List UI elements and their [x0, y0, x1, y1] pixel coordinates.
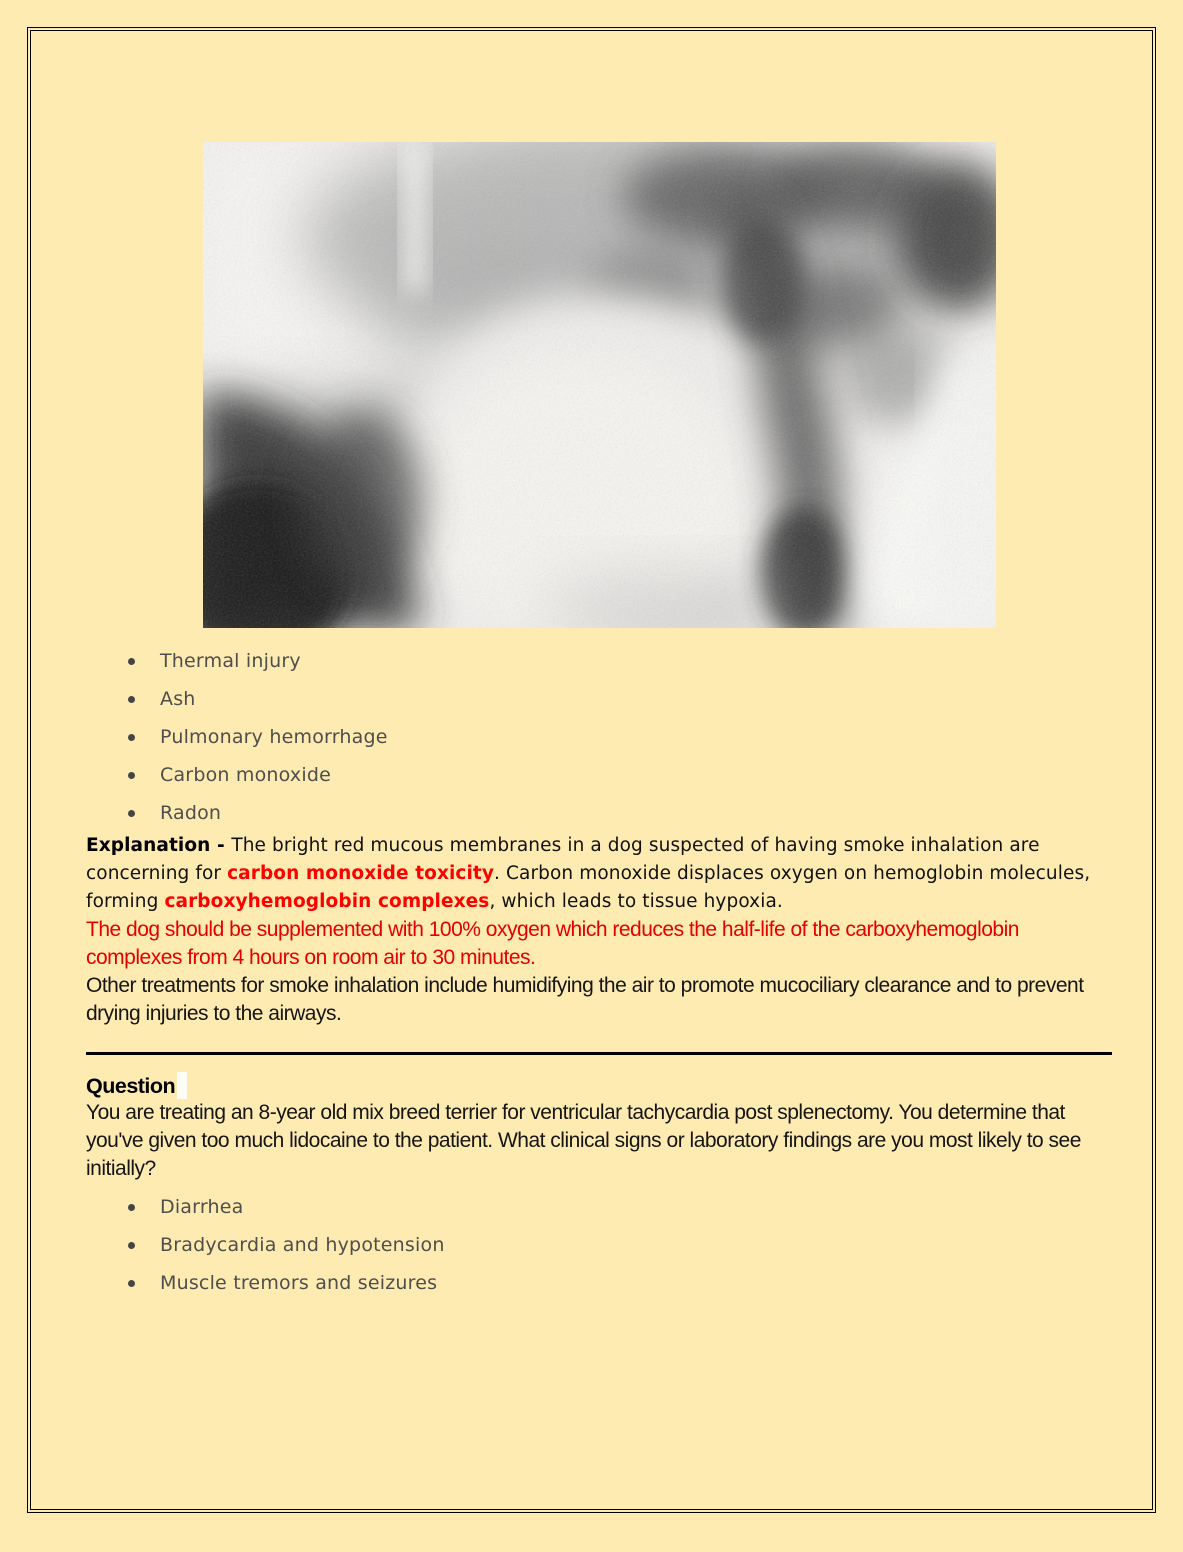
answer-option[interactable]: Radon — [86, 794, 1112, 832]
page-content — [31, 31, 1152, 1302]
explanation-text: . Carbon monoxide displaces oxygen on hemoglobin molecules, forming — [86, 863, 1091, 912]
explanation-label: Explanation - — [86, 835, 232, 856]
section-divider — [86, 1052, 1112, 1055]
question-heading — [86, 1072, 1112, 1099]
page-border-frame — [27, 27, 1156, 1513]
answer-option[interactable]: Bradycardia and hypotension — [86, 1226, 1112, 1264]
answer-option[interactable]: Muscle tremors and seizures — [86, 1264, 1112, 1302]
explanation-paragraph — [86, 832, 1112, 916]
highlight-carbon-monoxide-toxicity: carbon monoxide toxicity — [227, 863, 495, 884]
highlight-carboxyhemoglobin-complexes: carboxyhemoglobin complexes — [164, 891, 490, 912]
answer-option[interactable]: Thermal injury — [86, 642, 1112, 680]
question-text: You are treating an 8-year old mix breed terrier for ventricular tachycardia post splenectomy. You determine that you've given too much lidocaine to the patient. What clinical signs or laboratory findings are you most likely to see initially? — [86, 1101, 1081, 1180]
oxygen-supplement-note: The dog should be supplemented with 100% oxygen which reduces the half-life of the carboxyhemoglobin complexes from 4 hours on room air to 30 minutes. — [86, 918, 1019, 969]
current-answer-options — [86, 1188, 1112, 1302]
previous-answer-options — [86, 642, 1112, 832]
other-treatments-paragraph: Other treatments for smoke inhalation include humidifying the air to promote mucociliary clearance and to prevent drying injuries to the airways. — [86, 974, 1084, 1025]
answer-option[interactable]: Carbon monoxide — [86, 756, 1112, 794]
text-cursor-highlight — [177, 1072, 187, 1099]
answer-option[interactable]: Pulmonary hemorrhage — [86, 718, 1112, 756]
answer-option[interactable]: Diarrhea — [86, 1188, 1112, 1226]
question-heading-label: Question — [86, 1074, 176, 1098]
explanation-text: , which leads to tissue hypoxia. — [489, 891, 783, 912]
radiograph-image — [203, 142, 996, 628]
xray-image — [203, 142, 996, 628]
answer-option[interactable]: Ash — [86, 680, 1112, 718]
explanation-text: The bright red mucous membranes in a dog suspected of having smoke inhalation are concerning for — [86, 835, 1040, 884]
